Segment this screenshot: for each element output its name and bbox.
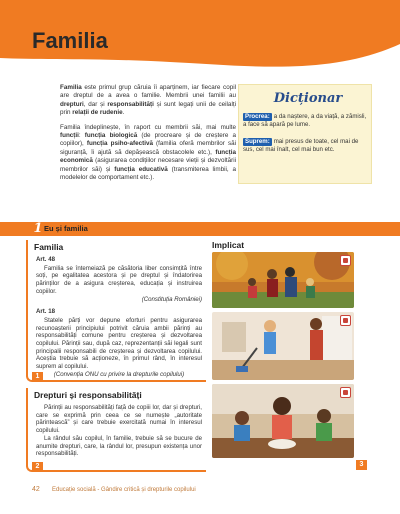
article-text: Statele părți vor depune eforturi pentru asigurarea recunoașterii principiului potrivit căruia ambii părinți au responsabilități comune pentru creșterea și dezvoltarea copilului. Părinții sau, după caz, reprezentanții săi legali sunt principalii responsabili de creșterea și dezvoltarea copilului. Aceștia trebuie să acționeze, în primul rând, în interesul suprem al copilului. — [36, 316, 202, 371]
photo-badge-icon — [340, 255, 351, 266]
intro-term-biologica: funcția biologică — [84, 132, 138, 140]
dictionary-title: Dicționar — [273, 91, 343, 106]
card-body — [28, 256, 206, 379]
photo-family-park-image — [212, 252, 354, 308]
card-tag-3: 3 — [356, 460, 367, 470]
card-title: Familia — [34, 242, 64, 252]
intro-text-span: : — [78, 132, 85, 140]
implicat-label: Implicat — [212, 240, 245, 250]
intro-term-educativa: funcția educativă — [114, 165, 168, 173]
dictionary-term: Procrea: — [245, 113, 270, 120]
intro-text-span: este primul grup căruia îi aparținem, iar fiecare copil are dreptul de a avea o familie. Membrii unei familii au — [60, 84, 236, 100]
intro-text-span: (de procreare și de creștere a copiilor), — [60, 132, 236, 148]
intro-paragraph-1 — [60, 84, 236, 118]
dictionary-entry — [243, 113, 371, 128]
article-label: Art. 48 — [36, 256, 55, 263]
intro-text-span: , dar și — [83, 100, 108, 108]
intro-text-span: (asigurarea condițiilor necesare vieții și dezvoltării membrilor săi) și — [60, 157, 236, 173]
intro-text — [60, 84, 236, 188]
section-number: 1 — [33, 221, 43, 236]
article-text: Familia se întemeiază pe căsătoria liber consimțită între soți, pe egalitatea acestora și pe dreptul și îndatorirea părinților de a asigura creșterea, educația și instruirea copiilor. — [36, 264, 202, 295]
intro-text-span: și sunt legați unii de ceilalți prin — [60, 100, 236, 117]
article-label: Art. 18 — [36, 308, 55, 316]
intro-text-span: Familia îndeplinește, în raport cu membrii săi, mai multe — [60, 123, 236, 131]
photo-badge-icon — [340, 387, 351, 398]
intro-term-familia: Familia — [60, 84, 82, 91]
page-number: 42 — [32, 486, 40, 493]
article-source: (Constituția României) — [141, 295, 202, 303]
dictionary-definition: mai presus de toate, cel mai de sus, cel mai înalt, cel mai bun etc. — [243, 138, 359, 153]
card-title: Drepturi și responsabilități — [34, 390, 142, 400]
card-familia — [26, 240, 206, 382]
card-text: La rândul său copilul, în familie, trebuie să se bucure de anumite drepturi, care, la rândul lor, presupun existența unor responsabilități. — [36, 434, 202, 458]
dictionary-term: Suprem: — [245, 138, 270, 145]
dictionary-definition: a da naștere, a da viață, a zămisli, a face să apară pe lume. — [243, 113, 367, 128]
page-title: Familia — [32, 28, 108, 53]
card-tag-2: 2 — [32, 462, 43, 472]
intro-term-economica: funcția economică — [60, 148, 236, 165]
intro-term-rudenie: relații de rudenie — [72, 109, 123, 117]
intro-text-span: . — [122, 109, 125, 117]
photo-family-cooking — [212, 384, 354, 458]
photo-family-park — [212, 252, 354, 308]
photo-family-cooking-image — [212, 384, 354, 458]
article-source: (Convenția ONU cu privire la drepturile copilului) — [53, 370, 185, 378]
card-drepturi — [26, 388, 206, 472]
footer-text: Educație socială - Gândire critică și drepturile copilului — [52, 487, 196, 493]
dictionary-box — [238, 84, 372, 184]
photo-household-chores — [212, 312, 354, 380]
intro-term-responsabilitati: responsabilități — [107, 100, 154, 108]
photo-household-chores-image — [212, 312, 354, 380]
intro-text-span: (familia oferă membrilor săi siguranță, îi ajută să depășească obstacolele etc.), — [60, 140, 237, 156]
card-body — [28, 404, 206, 458]
card-text: Părinții au responsabilități față de copiii lor, dar și drepturi, care se exprimă prin ceea ce se numește „autoritate părintească” și care trebuie exercitată numai în interesul copilului. — [36, 404, 202, 435]
intro-text-span: (transmiterea limbii, a modelelor de comportament etc.). — [60, 165, 236, 182]
section-label: Eu și familia — [44, 224, 88, 233]
photo-badge-icon — [340, 315, 351, 326]
intro-term-psiho-afectiva: funcția psiho-afectivă — [86, 140, 153, 148]
dictionary-entry — [243, 138, 371, 153]
intro-term-drepturi: drepturi — [60, 100, 84, 108]
page-header — [0, 0, 400, 74]
card-tag-1: 1 — [32, 372, 43, 382]
intro-term-functii: funcții — [60, 132, 79, 140]
intro-paragraph-2 — [60, 124, 236, 183]
